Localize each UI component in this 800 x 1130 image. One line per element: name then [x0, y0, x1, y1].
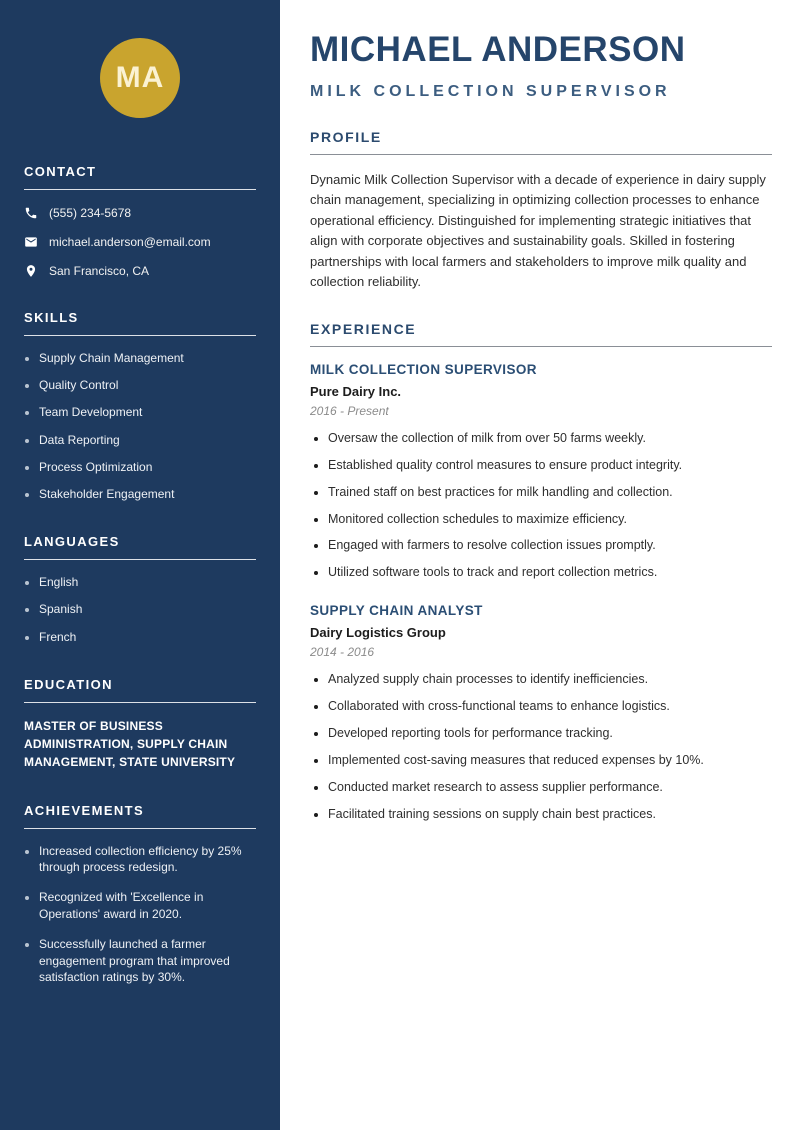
skill-item: • Stakeholder Engagement	[39, 486, 256, 502]
job-bullet: • Conducted market research to assess supplier performance.	[328, 779, 772, 796]
email-icon	[24, 235, 38, 249]
job-bullet: • Monitored collection schedules to maximize efficiency.	[328, 511, 772, 528]
profile-heading: PROFILE	[310, 129, 772, 155]
job-title: MILK COLLECTION SUPERVISOR	[310, 361, 537, 377]
location-icon	[24, 264, 38, 278]
experience-heading: EXPERIENCE	[310, 321, 772, 347]
resume-main	[280, 0, 800, 1130]
contact-email	[24, 235, 256, 249]
languages-list	[24, 574, 256, 645]
contact-heading: CONTACT	[24, 164, 256, 190]
phone-icon	[24, 206, 38, 220]
candidate-name: MICHAEL ANDERSON	[310, 30, 686, 69]
profile-text: Dynamic Milk Collection Supervisor with a decade of experience in dairy supply chain management, specializing in optimizing collection processes to enhance operational efficiency. Distinguished for implementing strategic initiatives that align with corporate objectives and sustainability goals. Skilled in fostering partnerships with local farmers and stakeholders to improve milk quality and collection reliability.	[310, 171, 766, 290]
skill-item: • Process Optimization	[39, 459, 256, 475]
skills-section	[24, 310, 256, 502]
job-bullet: • Implemented cost-saving measures that reduced expenses by 10%.	[328, 752, 772, 769]
avatar	[100, 38, 180, 118]
job-bullet: • Trained staff on best practices for milk handling and collection.	[328, 484, 772, 501]
job-entry	[310, 362, 772, 581]
job-title: SUPPLY CHAIN ANALYST	[310, 603, 483, 619]
contact-list	[24, 206, 256, 278]
languages-heading: LANGUAGES	[24, 534, 256, 560]
job-bullet: • Engaged with farmers to resolve collection issues promptly.	[328, 537, 772, 554]
achievement-item: • Increased collection efficiency by 25% through process redesign.	[39, 843, 256, 877]
job-bullet: • Facilitated training sessions on supply chain best practices.	[328, 806, 772, 823]
achievement-item: • Successfully launched a farmer engagement program that improved satisfaction ratings by 30%.	[39, 936, 256, 986]
education-degree: MASTER OF BUSINESS ADMINISTRATION, SUPPLY CHAIN MANAGEMENT, STATE UNIVERSITY	[24, 718, 236, 769]
education-heading: EDUCATION	[24, 677, 256, 703]
language-item: • Spanish	[39, 601, 256, 617]
job-dates: 2016 - Present	[310, 403, 389, 418]
achievements-section	[24, 803, 256, 987]
achievements-heading: ACHIEVEMENTS	[24, 803, 256, 829]
contact-phone-text: (555) 234-5678	[49, 206, 132, 220]
job-bullet: • Developed reporting tools for performance tracking.	[328, 725, 772, 742]
job-bullet-list	[310, 430, 772, 581]
achievements-list	[24, 843, 256, 987]
job-company: Pure Dairy Inc.	[310, 383, 402, 399]
job-bullet: • Established quality control measures to ensure product integrity.	[328, 457, 772, 474]
language-item: • English	[39, 574, 256, 590]
candidate-title: MILK COLLECTION SUPERVISOR	[310, 82, 671, 100]
contact-location	[24, 264, 256, 278]
profile-section	[310, 129, 772, 293]
job-entry	[310, 603, 772, 822]
skills-heading: SKILLS	[24, 310, 256, 336]
job-bullet: • Utilized software tools to track and report collection metrics.	[328, 564, 772, 581]
avatar-initials: MA	[115, 61, 165, 94]
job-company: Dairy Logistics Group	[310, 625, 446, 641]
achievement-item: • Recognized with 'Excellence in Operations' award in 2020.	[39, 889, 256, 923]
skill-item: • Supply Chain Management	[39, 350, 256, 366]
job-bullet: • Oversaw the collection of milk from over 50 farms weekly.	[328, 430, 772, 447]
contact-section	[24, 164, 256, 278]
experience-section	[310, 321, 772, 823]
skill-item: • Team Development	[39, 404, 256, 420]
skill-item: • Quality Control	[39, 377, 256, 393]
job-bullet: • Collaborated with cross-functional teams to enhance logistics.	[328, 698, 772, 715]
contact-email-text: michael.anderson@email.com	[49, 235, 211, 249]
education-section	[24, 677, 256, 771]
job-bullet-list	[310, 671, 772, 822]
skills-list	[24, 350, 256, 502]
contact-location-text: San Francisco, CA	[49, 264, 150, 278]
sidebar	[0, 0, 280, 1130]
job-bullet: • Analyzed supply chain processes to identify inefficiencies.	[328, 671, 772, 688]
contact-phone	[24, 206, 256, 220]
language-item: • French	[39, 629, 256, 645]
skill-item: • Data Reporting	[39, 432, 256, 448]
job-dates: 2014 - 2016	[310, 645, 375, 660]
languages-section	[24, 534, 256, 645]
